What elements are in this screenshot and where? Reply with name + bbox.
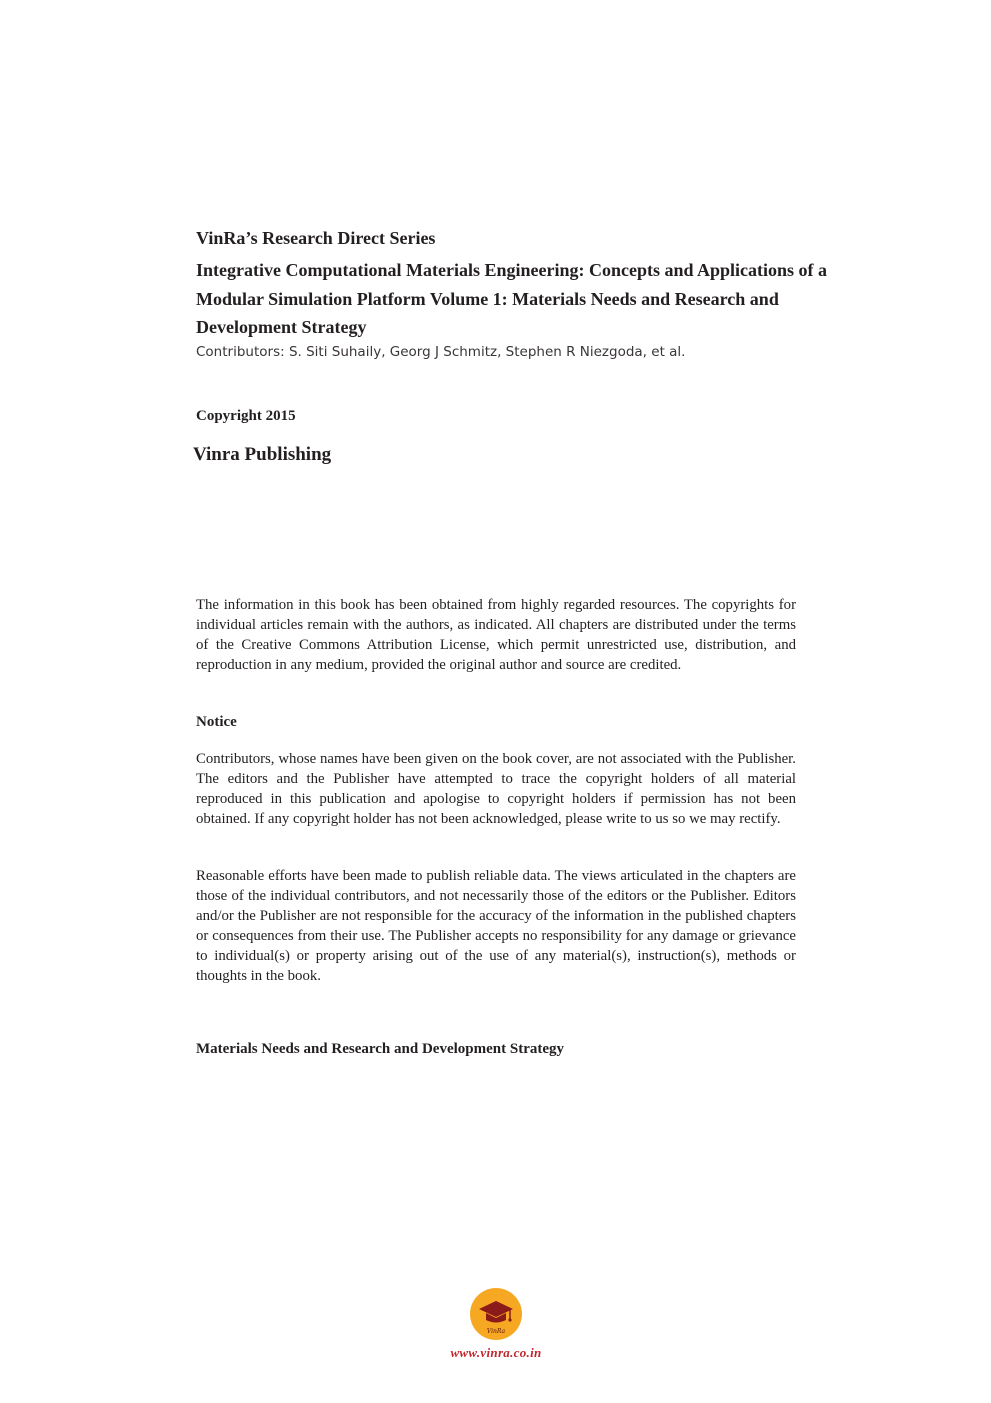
series-title: VinRa’s Research Direct Series [196, 228, 436, 248]
contributors-paragraph: Contributors, whose names have been given on the book cover, are not associated with the Publisher. The editors and the Publisher have attempted to trace the copyright holders of all material reproduced in this publication and apologise to copyright holders if permission has not been obtained. If any copyright holder has not been acknowledged, please write to us so we may rectify. [196, 751, 796, 827]
efforts-paragraph: Reasonable efforts have been made to publish reliable data. The views articulated in the chapters are those of the individual contributors, and not necessarily those of the editors or the Publisher. Editors and/or the Publisher are not responsible for the accuracy of the information in the published chapters or consequences from their use. The Publisher accepts no responsibility for any damage or grievance to individual(s) or property arising out of the use of any material(s), instruction(s), methods or thoughts in the book. [196, 868, 796, 984]
graduation-cap-icon [469, 1287, 523, 1341]
logo-text: VinRa [486, 1328, 506, 1335]
info-paragraph: The information in this book has been obtained from highly regarded resources. The copyrights for individual articles remain with the authors, as indicated. All chapters are distributed under the terms of the Creative Commons Attribution License, which permit unrestricted use, distribution, and reproduction in any medium, provided the original author and source are credited. [196, 597, 796, 673]
publisher-name: Vinra Publishing [193, 444, 332, 465]
notice-heading: Notice [196, 714, 237, 730]
contributors-line: Contributors: S. Siti Suhaily, Georg J Schmitz, Stephen R Niezgoda, et al. [196, 344, 686, 360]
book-title: Integrative Computational Materials Engineering: Concepts and Applications of a Modular Simulation Platform Volume 1: Materials Needs and Research and Development Strategy [196, 260, 828, 337]
volume-subtitle: Materials Needs and Research and Development Strategy [196, 1041, 565, 1057]
website-link[interactable]: www.vinra.co.in [450, 1345, 542, 1360]
copyright-line: Copyright 2015 [196, 408, 296, 424]
vinra-logo [469, 1287, 523, 1341]
